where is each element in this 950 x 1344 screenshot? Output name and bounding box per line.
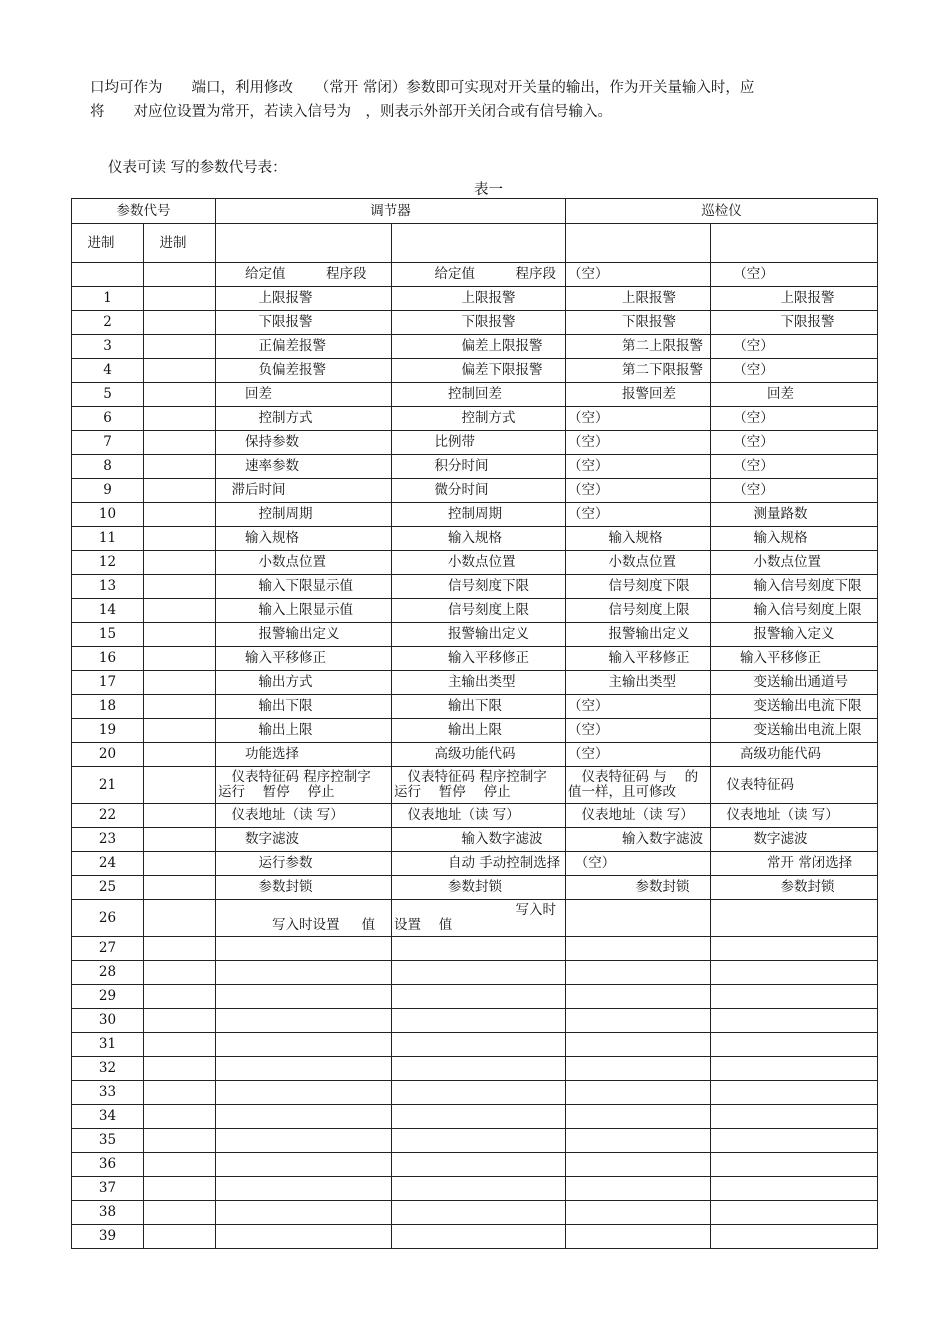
- cell-scan-a: [566, 1153, 711, 1177]
- cell-scan-a: 仪表地址（读 写）: [566, 804, 711, 828]
- cell-scan-b: [711, 1201, 878, 1225]
- cell-scan-a: （空）: [566, 431, 711, 455]
- cell-scan-a: [566, 1081, 711, 1105]
- cell-code: 35: [72, 1129, 144, 1153]
- cell-reg-b: 小数点位置: [392, 551, 566, 575]
- table-row: [72, 1225, 878, 1249]
- cell-reg-b: [392, 937, 566, 961]
- cell-code-b: [144, 1033, 216, 1057]
- cell-scan-b: 上限报警: [711, 287, 878, 311]
- table-row: [72, 937, 878, 961]
- cell-reg-a: 保持参数: [216, 431, 392, 455]
- cell-code: 36: [72, 1153, 144, 1177]
- cell-scan-a: 下限报警: [566, 311, 711, 335]
- cell-reg-b: [392, 1153, 566, 1177]
- cell-code-b: [144, 335, 216, 359]
- table-row: [72, 900, 878, 937]
- cell-code: 1: [72, 287, 144, 311]
- cell-code: 22: [72, 804, 144, 828]
- cell-reg-a: 仪表地址（读 写）: [216, 804, 392, 828]
- cell-code: 9: [72, 479, 144, 503]
- cell-reg-b: [392, 1057, 566, 1081]
- cell-reg-a: 控制方式: [216, 407, 392, 431]
- header-scanner: 巡检仪: [566, 199, 878, 224]
- table-row: [72, 359, 878, 383]
- cell-scan-b: [711, 1033, 878, 1057]
- paragraph-line-2: 将 对应位设置为常开，若读入信号为 ，则表示外部开关闭合或有信号输入。: [90, 104, 612, 120]
- cell-scan-b: 参数封锁: [711, 876, 878, 900]
- cell-scan-a: [566, 1129, 711, 1153]
- cell-scan-b: 输入平移修正: [711, 647, 878, 671]
- cell-scan-b: 输入规格: [711, 527, 878, 551]
- cell-code-b: [144, 527, 216, 551]
- cell-scan-a: （空）: [566, 263, 711, 287]
- cell-code: 15: [72, 623, 144, 647]
- cell-reg-a: [216, 937, 392, 961]
- cell-code-b: [144, 1057, 216, 1081]
- cell-reg-a: [216, 961, 392, 985]
- cell-reg-a: 参数封锁: [216, 876, 392, 900]
- table-row: [72, 455, 878, 479]
- cell-reg-b: 偏差下限报警: [392, 359, 566, 383]
- paragraph-line-1: 口均可作为 端口，利用修改 （常开 常闭）参数即可实现对开关量的输出，作为开关量输入时，应: [90, 80, 755, 96]
- cell-code-b: [144, 575, 216, 599]
- table-row: [72, 1129, 878, 1153]
- cell-code-b: [144, 383, 216, 407]
- table-row: [72, 828, 878, 852]
- table-row: [72, 961, 878, 985]
- table-row: [72, 1177, 878, 1201]
- cell-scan-a: 报警回差: [566, 383, 711, 407]
- subheader-base-a: 进制: [72, 224, 144, 263]
- cell-scan-b: 仪表地址（读 写）: [711, 804, 878, 828]
- cell-code-b: [144, 985, 216, 1009]
- table-row: [72, 575, 878, 599]
- cell-reg-a: 速率参数: [216, 455, 392, 479]
- table-row: [72, 503, 878, 527]
- cell-reg-b: 比例带: [392, 431, 566, 455]
- table-row: [72, 1009, 878, 1033]
- table-row: [72, 1153, 878, 1177]
- cell-scan-b: [711, 1177, 878, 1201]
- cell-scan-a: [566, 1105, 711, 1129]
- cell-scan-a: [566, 1057, 711, 1081]
- cell-reg-a: 滞后时间: [216, 479, 392, 503]
- table-row-0: [72, 263, 878, 287]
- subheader-empty: [566, 224, 711, 263]
- subheader-base-b: 进制: [144, 224, 216, 263]
- cell-code-b: [144, 551, 216, 575]
- cell-reg-b: [392, 1033, 566, 1057]
- cell-reg-a: 小数点位置: [216, 551, 392, 575]
- cell-reg-a: 功能选择: [216, 743, 392, 767]
- cell-scan-b: [711, 1153, 878, 1177]
- cell-scan-b: 下限报警: [711, 311, 878, 335]
- cell-code: 28: [72, 961, 144, 985]
- cell-code-b: [144, 407, 216, 431]
- cell-reg-b: 输出上限: [392, 719, 566, 743]
- cell-scan-a: [566, 1225, 711, 1249]
- cell-code: 8: [72, 455, 144, 479]
- cell-code-b: [144, 671, 216, 695]
- cell-scan-b: [711, 1057, 878, 1081]
- cell-reg-b: 仪表地址（读 写）: [392, 804, 566, 828]
- cell-scan-a: 信号刻度下限: [566, 575, 711, 599]
- cell-reg-b: 控制回差: [392, 383, 566, 407]
- table-row: [72, 719, 878, 743]
- cell-reg-a: 报警输出定义: [216, 623, 392, 647]
- cell-reg-b: 主输出类型: [392, 671, 566, 695]
- cell-code: [72, 263, 144, 287]
- cell-scan-a: （空）: [566, 719, 711, 743]
- cell-scan-a: 主输出类型: [566, 671, 711, 695]
- table-row: [72, 647, 878, 671]
- cell-code-b: [144, 852, 216, 876]
- cell-scan-b: [711, 1225, 878, 1249]
- table-caption: 表一: [474, 182, 503, 198]
- cell-code: 32: [72, 1057, 144, 1081]
- cell-reg-b: 参数封锁: [392, 876, 566, 900]
- cell-reg-b: [392, 1225, 566, 1249]
- cell-reg-a: 数字滤波: [216, 828, 392, 852]
- subheader-empty: [711, 224, 878, 263]
- cell-reg-b: [392, 961, 566, 985]
- table-row: [72, 1057, 878, 1081]
- cell-reg-b: [392, 1081, 566, 1105]
- cell-reg-b: 输入规格: [392, 527, 566, 551]
- table-row: [72, 527, 878, 551]
- cell-reg-a: 控制周期: [216, 503, 392, 527]
- cell-scan-a: 信号刻度上限: [566, 599, 711, 623]
- cell-code-b: [144, 599, 216, 623]
- cell-reg-b: 写入时 设置 值: [392, 900, 566, 937]
- cell-scan-b: [711, 900, 878, 937]
- cell-code: 5: [72, 383, 144, 407]
- cell-code: 31: [72, 1033, 144, 1057]
- header-param-code: 参数代号: [72, 199, 216, 224]
- cell-reg-b: 偏差上限报警: [392, 335, 566, 359]
- cell-scan-b: （空）: [711, 455, 878, 479]
- cell-scan-a: [566, 900, 711, 937]
- cell-code-b: [144, 961, 216, 985]
- cell-reg-b: 自动 手动控制选择: [392, 852, 566, 876]
- cell-scan-b: 高级功能代码: [711, 743, 878, 767]
- cell-code: 21: [72, 767, 144, 804]
- cell-reg-a: 输入平移修正: [216, 647, 392, 671]
- cell-scan-b: 常开 常闭选择: [711, 852, 878, 876]
- cell-code: 33: [72, 1081, 144, 1105]
- cell-reg-a: 写入时设置 值: [216, 900, 392, 937]
- cell-code-b: [144, 1009, 216, 1033]
- table-header-row: [72, 199, 878, 224]
- cell-scan-a: （空）: [566, 695, 711, 719]
- cell-reg-b: 信号刻度上限: [392, 599, 566, 623]
- cell-reg-b: 微分时间: [392, 479, 566, 503]
- cell-code-b: [144, 455, 216, 479]
- cell-reg-b: [392, 1177, 566, 1201]
- cell-scan-b: 测量路数: [711, 503, 878, 527]
- cell-code: 34: [72, 1105, 144, 1129]
- table-row: [72, 985, 878, 1009]
- cell-code-b: [144, 1129, 216, 1153]
- table-row: [72, 1033, 878, 1057]
- cell-scan-b: 输入信号刻度下限: [711, 575, 878, 599]
- table-row: [72, 311, 878, 335]
- cell-scan-a: [566, 1201, 711, 1225]
- cell-code: 18: [72, 695, 144, 719]
- cell-code-b: [144, 804, 216, 828]
- cell-reg-a: 下限报警: [216, 311, 392, 335]
- cell-code-b: [144, 1201, 216, 1225]
- cell-reg-a: 负偏差报警: [216, 359, 392, 383]
- table-row: [72, 479, 878, 503]
- cell-reg-b: [392, 1129, 566, 1153]
- cell-code: 26: [72, 900, 144, 937]
- cell-scan-a: 输入平移修正: [566, 647, 711, 671]
- table-row: [72, 335, 878, 359]
- cell-scan-b: 仪表特征码: [711, 767, 878, 804]
- cell-scan-b: （空）: [711, 359, 878, 383]
- cell-reg-a: 给定值 程序段: [216, 263, 392, 287]
- subheader-empty: [392, 224, 566, 263]
- cell-code: 12: [72, 551, 144, 575]
- cell-code: 37: [72, 1177, 144, 1201]
- table-row: [72, 876, 878, 900]
- cell-code: 17: [72, 671, 144, 695]
- cell-reg-a: 输出方式: [216, 671, 392, 695]
- cell-scan-b: 变送输出电流上限: [711, 719, 878, 743]
- cell-reg-a: 输入上限显示值: [216, 599, 392, 623]
- cell-scan-a: [566, 937, 711, 961]
- cell-reg-b: 控制方式: [392, 407, 566, 431]
- cell-scan-b: [711, 1105, 878, 1129]
- cell-code: 7: [72, 431, 144, 455]
- cell-scan-a: 上限报警: [566, 287, 711, 311]
- cell-scan-a: （空）: [566, 503, 711, 527]
- cell-code-b: [144, 876, 216, 900]
- cell-scan-a: 小数点位置: [566, 551, 711, 575]
- cell-scan-a: [566, 961, 711, 985]
- table-row: [72, 671, 878, 695]
- cell-code-b: [144, 359, 216, 383]
- cell-code-b: [144, 767, 216, 804]
- cell-scan-b: （空）: [711, 263, 878, 287]
- cell-scan-a: （空）: [566, 479, 711, 503]
- cell-code: 27: [72, 937, 144, 961]
- table-row: [72, 1105, 878, 1129]
- cell-code-b: [144, 937, 216, 961]
- cell-reg-b: 控制周期: [392, 503, 566, 527]
- cell-code: 30: [72, 1009, 144, 1033]
- cell-reg-a: [216, 1153, 392, 1177]
- cell-reg-a: [216, 1177, 392, 1201]
- table-row: [72, 852, 878, 876]
- table-row: [72, 804, 878, 828]
- cell-reg-a: [216, 1033, 392, 1057]
- cell-code-b: [144, 900, 216, 937]
- cell-code-b: [144, 479, 216, 503]
- cell-code: 23: [72, 828, 144, 852]
- cell-code-b: [144, 431, 216, 455]
- parameter-code-table: [71, 198, 878, 1249]
- cell-code-b: [144, 1105, 216, 1129]
- cell-scan-b: 变送输出电流下限: [711, 695, 878, 719]
- cell-reg-b: [392, 1009, 566, 1033]
- cell-reg-b: 给定值 程序段: [392, 263, 566, 287]
- cell-reg-b: 仪表特征码 程序控制字 运行 暂停 停止: [392, 767, 566, 804]
- cell-reg-a: 输入规格: [216, 527, 392, 551]
- cell-code-b: [144, 743, 216, 767]
- cell-reg-a: 运行参数: [216, 852, 392, 876]
- cell-reg-a: [216, 1201, 392, 1225]
- cell-code-b: [144, 1177, 216, 1201]
- cell-code-b: [144, 1081, 216, 1105]
- cell-reg-a: 输出上限: [216, 719, 392, 743]
- table-row: [72, 431, 878, 455]
- cell-reg-a: [216, 1105, 392, 1129]
- table-row: [72, 599, 878, 623]
- cell-reg-a: [216, 985, 392, 1009]
- cell-code: 16: [72, 647, 144, 671]
- cell-code-b: [144, 1153, 216, 1177]
- cell-code: 20: [72, 743, 144, 767]
- cell-reg-a: 输出下限: [216, 695, 392, 719]
- cell-code-b: [144, 287, 216, 311]
- cell-reg-b: 上限报警: [392, 287, 566, 311]
- cell-scan-b: （空）: [711, 407, 878, 431]
- cell-reg-b: 输入平移修正: [392, 647, 566, 671]
- table-row: [72, 407, 878, 431]
- cell-scan-b: [711, 1009, 878, 1033]
- cell-scan-b: [711, 1081, 878, 1105]
- cell-scan-a: （空）: [566, 852, 711, 876]
- cell-reg-b: 报警输出定义: [392, 623, 566, 647]
- cell-reg-a: [216, 1057, 392, 1081]
- cell-scan-a: [566, 1177, 711, 1201]
- cell-reg-b: [392, 1105, 566, 1129]
- table-row: [72, 287, 878, 311]
- cell-code-b: [144, 719, 216, 743]
- cell-code: 13: [72, 575, 144, 599]
- cell-code: 19: [72, 719, 144, 743]
- table-intro: 仪表可读 写的参数代号表：: [108, 160, 287, 176]
- table-row: [72, 695, 878, 719]
- cell-code-b: [144, 1225, 216, 1249]
- cell-code: 6: [72, 407, 144, 431]
- table-row: [72, 1081, 878, 1105]
- cell-code-b: [144, 263, 216, 287]
- table-row: [72, 623, 878, 647]
- cell-code: 4: [72, 359, 144, 383]
- cell-scan-b: 小数点位置: [711, 551, 878, 575]
- cell-code-b: [144, 647, 216, 671]
- cell-code: 39: [72, 1225, 144, 1249]
- cell-scan-b: （空）: [711, 431, 878, 455]
- cell-scan-b: （空）: [711, 479, 878, 503]
- cell-code-b: [144, 828, 216, 852]
- cell-code-b: [144, 311, 216, 335]
- cell-code: 10: [72, 503, 144, 527]
- cell-reg-a: [216, 1225, 392, 1249]
- table-row: [72, 743, 878, 767]
- table-row: [72, 551, 878, 575]
- cell-reg-b: [392, 1201, 566, 1225]
- header-regulator: 调节器: [216, 199, 566, 224]
- cell-scan-a: [566, 1033, 711, 1057]
- cell-scan-a: 输入规格: [566, 527, 711, 551]
- cell-scan-b: 回差: [711, 383, 878, 407]
- cell-scan-b: 数字滤波: [711, 828, 878, 852]
- cell-code: 2: [72, 311, 144, 335]
- table-row: [72, 767, 878, 804]
- cell-scan-a: 输入数字滤波: [566, 828, 711, 852]
- cell-reg-b: 输入数字滤波: [392, 828, 566, 852]
- cell-scan-a: （空）: [566, 743, 711, 767]
- table-subheader-row: [72, 224, 878, 263]
- cell-scan-a: 报警输出定义: [566, 623, 711, 647]
- cell-scan-b: [711, 985, 878, 1009]
- cell-scan-b: [711, 1129, 878, 1153]
- cell-reg-a: 上限报警: [216, 287, 392, 311]
- cell-reg-b: 输出下限: [392, 695, 566, 719]
- cell-reg-b: 下限报警: [392, 311, 566, 335]
- cell-reg-a: [216, 1009, 392, 1033]
- cell-code: 25: [72, 876, 144, 900]
- cell-scan-b: 报警输入定义: [711, 623, 878, 647]
- cell-code-b: [144, 623, 216, 647]
- cell-scan-a: 参数封锁: [566, 876, 711, 900]
- cell-code: 24: [72, 852, 144, 876]
- cell-code-b: [144, 695, 216, 719]
- cell-reg-b: 高级功能代码: [392, 743, 566, 767]
- cell-scan-a: 第二上限报警: [566, 335, 711, 359]
- cell-scan-b: [711, 961, 878, 985]
- subheader-empty: [216, 224, 392, 263]
- cell-code-b: [144, 503, 216, 527]
- cell-scan-a: （空）: [566, 407, 711, 431]
- cell-reg-b: [392, 985, 566, 1009]
- cell-code: 29: [72, 985, 144, 1009]
- table-row: [72, 383, 878, 407]
- cell-reg-a: 正偏差报警: [216, 335, 392, 359]
- cell-scan-a: [566, 1009, 711, 1033]
- cell-reg-a: 输入下限显示值: [216, 575, 392, 599]
- cell-scan-a: [566, 985, 711, 1009]
- cell-scan-b: 输入信号刻度上限: [711, 599, 878, 623]
- cell-reg-b: 积分时间: [392, 455, 566, 479]
- cell-scan-a: （空）: [566, 455, 711, 479]
- cell-scan-b: [711, 937, 878, 961]
- cell-scan-a: 第二下限报警: [566, 359, 711, 383]
- cell-scan-a: 仪表特征码 与 的 值一样，且可修改: [566, 767, 711, 804]
- cell-reg-a: [216, 1129, 392, 1153]
- cell-scan-b: 变送输出通道号: [711, 671, 878, 695]
- cell-reg-a: [216, 1081, 392, 1105]
- cell-code: 38: [72, 1201, 144, 1225]
- cell-reg-a: 回差: [216, 383, 392, 407]
- cell-code: 3: [72, 335, 144, 359]
- cell-code: 11: [72, 527, 144, 551]
- table-row: [72, 1201, 878, 1225]
- cell-code: 14: [72, 599, 144, 623]
- cell-scan-b: （空）: [711, 335, 878, 359]
- cell-reg-a: 仪表特征码 程序控制字 运行 暂停 停止: [216, 767, 392, 804]
- cell-reg-b: 信号刻度下限: [392, 575, 566, 599]
